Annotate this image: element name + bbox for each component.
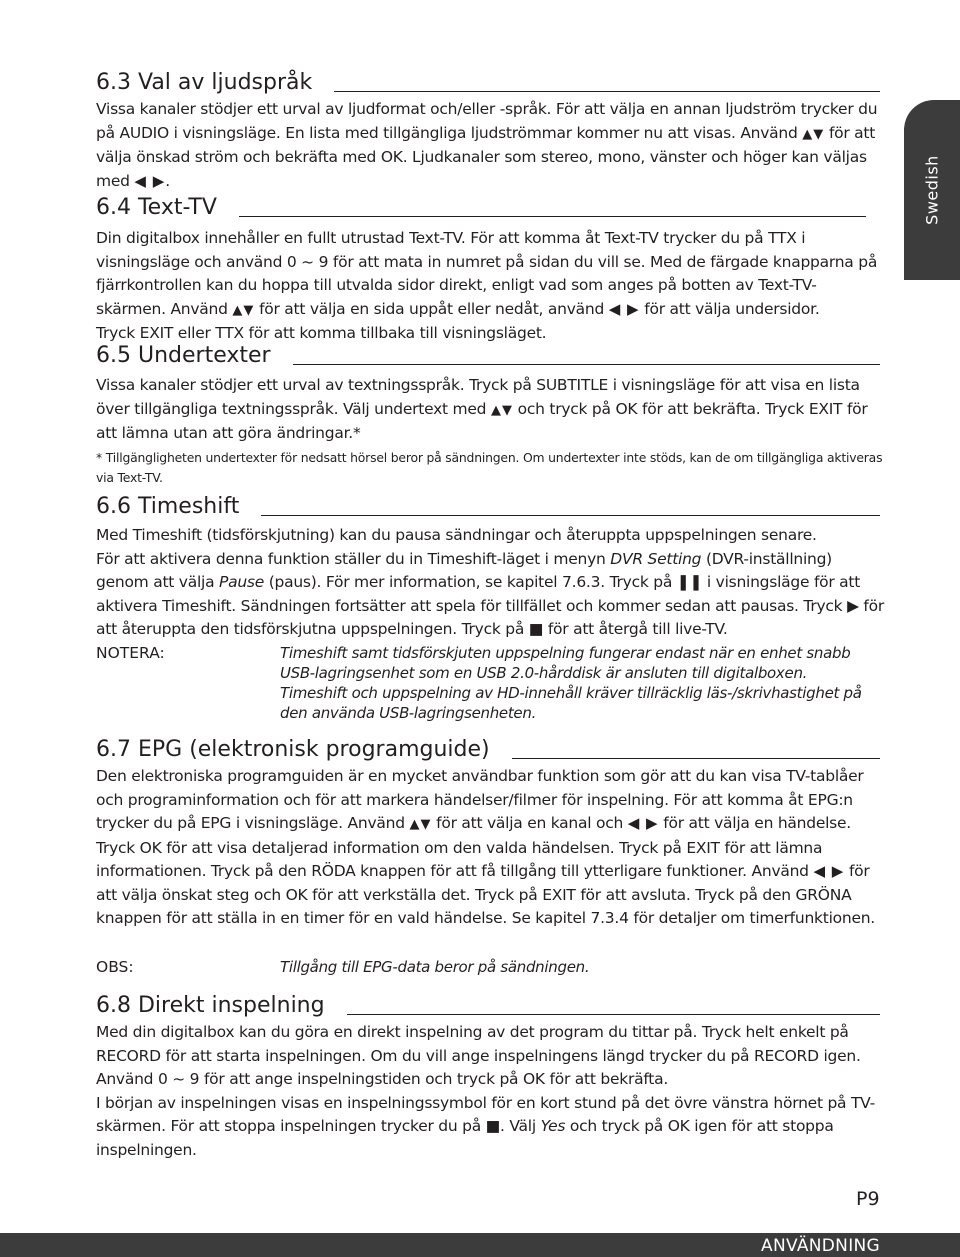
section-6-5-body: Vissa kanaler stödjer ett urval av textningsspråk. Tryck på SUBTITLE i visningsläge för att visa en lista över tillgängliga textningsspråk. Välj undertext med ▲▼ och tryck på OK för att bekräfta. Tryck EXIT för att lämna utan att göra ändringar.*	[96, 376, 868, 442]
key-exit: EXIT	[686, 838, 720, 857]
heading-rule	[334, 91, 880, 92]
key-ok: OK	[285, 885, 308, 904]
page-number: P9	[856, 1188, 880, 1210]
section-6-6-heading	[96, 494, 880, 520]
section-6-8-body: Med din digitalbox kan du göra en direkt inspelning av det program du tittar på. Tryck helt enkelt på RECORD för att starta inspelningen. Om du vill ange inspelningens längd trycker du på RECORD igen. Använd 0 ~ 9 för att ange inspelningstiden och tryck på OK för att bekräfta. I början av inspelningen visas en inspelningssymbol för en kort stund på det övre vänstra hörnet på TV-skärmen. För att stoppa inspelningen trycker du på ■. Välj Yes och tryck på OK igen för att stoppa inspelningen.	[96, 1023, 875, 1159]
pause-icon: ❚❚	[676, 573, 703, 591]
language-side-tab	[904, 100, 960, 280]
section-6-3-body: Vissa kanaler stödjer ett urval av ljudformat och/eller -språk. För att välja en annan ljudström trycker du på AUDIO i visningsläge. En lista med tillgängliga ljudströmmar kommer nu att visas. Använd ▲▼ för att välja önskad ström och bekräfta med OK. Ljudkanaler som stereo, mono, vänster och höger kan väljas med ◀ ▶.	[96, 100, 878, 190]
key-ttx: TTX	[768, 229, 797, 247]
footer-bar	[0, 1233, 960, 1257]
key-digits: 0 ~ 9	[286, 252, 329, 271]
key-epg: EPG	[200, 814, 232, 832]
left-right-arrows-icon: ◀ ▶	[134, 171, 166, 190]
section-title: 6.6 Timeshift	[96, 494, 240, 519]
play-icon: ▶	[847, 596, 859, 615]
section-title: 6.5 Undertexter	[96, 343, 271, 368]
key-exit: EXIT	[542, 885, 576, 904]
note-label: NOTERA:	[96, 644, 165, 662]
key-exit: EXIT	[808, 399, 843, 418]
up-down-arrows-icon: ▲▼	[232, 302, 255, 318]
subtitle-footnote: * Tillgängligheten undertexter för nedsatt hörsel beror på sändningen. Om undertexter inte stöds, kan de om tillgängliga aktiveras via Text-TV.	[96, 450, 883, 485]
key-ok: OK	[667, 1117, 690, 1135]
side-tab-label: Swedish	[922, 155, 942, 225]
heading-rule	[512, 758, 880, 759]
section-6-6-body: Med Timeshift (tidsförskjutning) kan du pausa sändningar och återuppta uppspelningen senare. För att aktivera denna funktion ställer du in Timeshift-läget i menyn DVR Setting (DVR-inställning) genom att välja Pause (paus). För mer information, se kapitel 7.6.3. Tryck på ❚❚ i visningsläge för att aktivera Timeshift. Sändningen fortsätter att spela för tillfället och kommer sedan att pausas. Tryck ▶ för att återuppta den tidsförskjutna uppspelningen. Tryck på ■ för att återgå till live-TV.	[96, 526, 884, 638]
key-red: RÖDA	[311, 862, 356, 880]
section-6-5-heading	[96, 343, 880, 369]
section-6-7-heading	[96, 737, 880, 763]
menu-dvr-setting: DVR Setting	[610, 549, 702, 568]
key-record: RECORD	[753, 1046, 819, 1065]
heading-rule	[239, 216, 866, 217]
timeshift-note: Timeshift samt tidsförskjuten uppspelning fungerar endast när en enhet snabb USB-lagringsenhet som en USB 2.0-hårddisk är ansluten till digitalboxen. Timeshift och uppspelning av HD-innehåll kräver tillräcklig läs-/skrivhastighet på den använda USB-lagringsenheten.	[280, 644, 862, 722]
key-green: GRÖNA	[795, 885, 852, 904]
section-6-7-body: Den elektroniska programguiden är en mycket användbar funktion som gör att du kan visa TV-tablåer och programinformation och för att markera händelser/filmer för inspelning. För att komma åt EPG:n trycker du på EPG i visningsläge. Använd ▲▼ för att välja en kanal och ◀ ▶ för att välja en händelse. Tryck OK för att visa detaljerad information om den valda händelsen. Tryck på EXIT för att lämna informationen. Tryck på den RÖDA knappen för att få tillgång till ytterligare funktioner. Använd ◀ ▶ för att välja önskat steg och OK för att verkställa det. Tryck på EXIT för att avsluta. Tryck på den GRÖNA knappen för att ställa in en timer för en vald händelse. Se kapitel 7.3.4 för detaljer om timerfunktionen.	[96, 767, 875, 927]
left-right-arrows-icon: ◀ ▶	[608, 299, 640, 318]
option-pause: Pause	[219, 573, 265, 591]
up-down-arrows-icon: ▲▼	[802, 126, 825, 142]
key-subtitle: SUBTITLE	[536, 376, 609, 394]
obs-label: OBS:	[96, 958, 134, 976]
epg-note: Tillgång till EPG-data beror på sändningen.	[280, 958, 590, 976]
chapter-ref: 7.6.3	[562, 573, 601, 591]
stop-icon: ■	[485, 1117, 501, 1135]
heading-rule	[293, 364, 880, 365]
section-6-4-heading	[96, 195, 866, 221]
section-title: 6.7 EPG (elektronisk programguide)	[96, 737, 490, 762]
left-right-arrows-icon: ◀ ▶	[627, 814, 659, 832]
up-down-arrows-icon: ▲▼	[490, 402, 513, 418]
key-audio: AUDIO	[119, 123, 169, 142]
left-right-arrows-icon: ◀ ▶	[813, 862, 845, 880]
key-ok: OK	[615, 399, 638, 418]
stop-icon: ■	[528, 620, 544, 638]
key-ttx: TTX	[215, 324, 244, 342]
chapter-ref: 7.3.4	[590, 909, 629, 927]
key-ok: OK	[139, 838, 162, 857]
key-ok: OK	[522, 1070, 545, 1088]
section-6-4-body: Din digitalbox innehåller en fullt utrustad Text-TV. För att komma åt Text-TV trycker du på TTX i visningsläge och använd 0 ~ 9 för att mata in numret på sidan du vill se. Med de färgade knapparna på fjärrkontrollen kan du hoppa till utvalda sidor direkt, enligt vad som anges på botten av Text-TV-skärmen. Använd ▲▼ för att välja en sida uppåt eller nedåt, använd ◀ ▶ för att välja undersidor. Tryck EXIT eller TTX för att komma tillbaka till visningsläget.	[96, 229, 878, 342]
section-title: 6.4 Text-TV	[96, 195, 217, 220]
option-yes: Yes	[540, 1117, 566, 1135]
key-digits: 0 ~ 9	[157, 1070, 200, 1088]
up-down-arrows-icon: ▲▼	[409, 817, 432, 832]
section-title: 6.8 Direkt inspelning	[96, 993, 325, 1018]
key-exit: EXIT	[139, 324, 174, 342]
heading-rule	[261, 515, 880, 516]
key-record: RECORD	[96, 1046, 161, 1065]
key-ok: OK	[380, 148, 403, 166]
section-6-3-heading	[96, 70, 880, 96]
footer-label: ANVÄNDNING	[761, 1236, 880, 1256]
section-6-8-heading	[96, 993, 880, 1019]
heading-rule	[347, 1014, 880, 1015]
section-title: 6.3 Val av ljudspråk	[96, 70, 313, 95]
